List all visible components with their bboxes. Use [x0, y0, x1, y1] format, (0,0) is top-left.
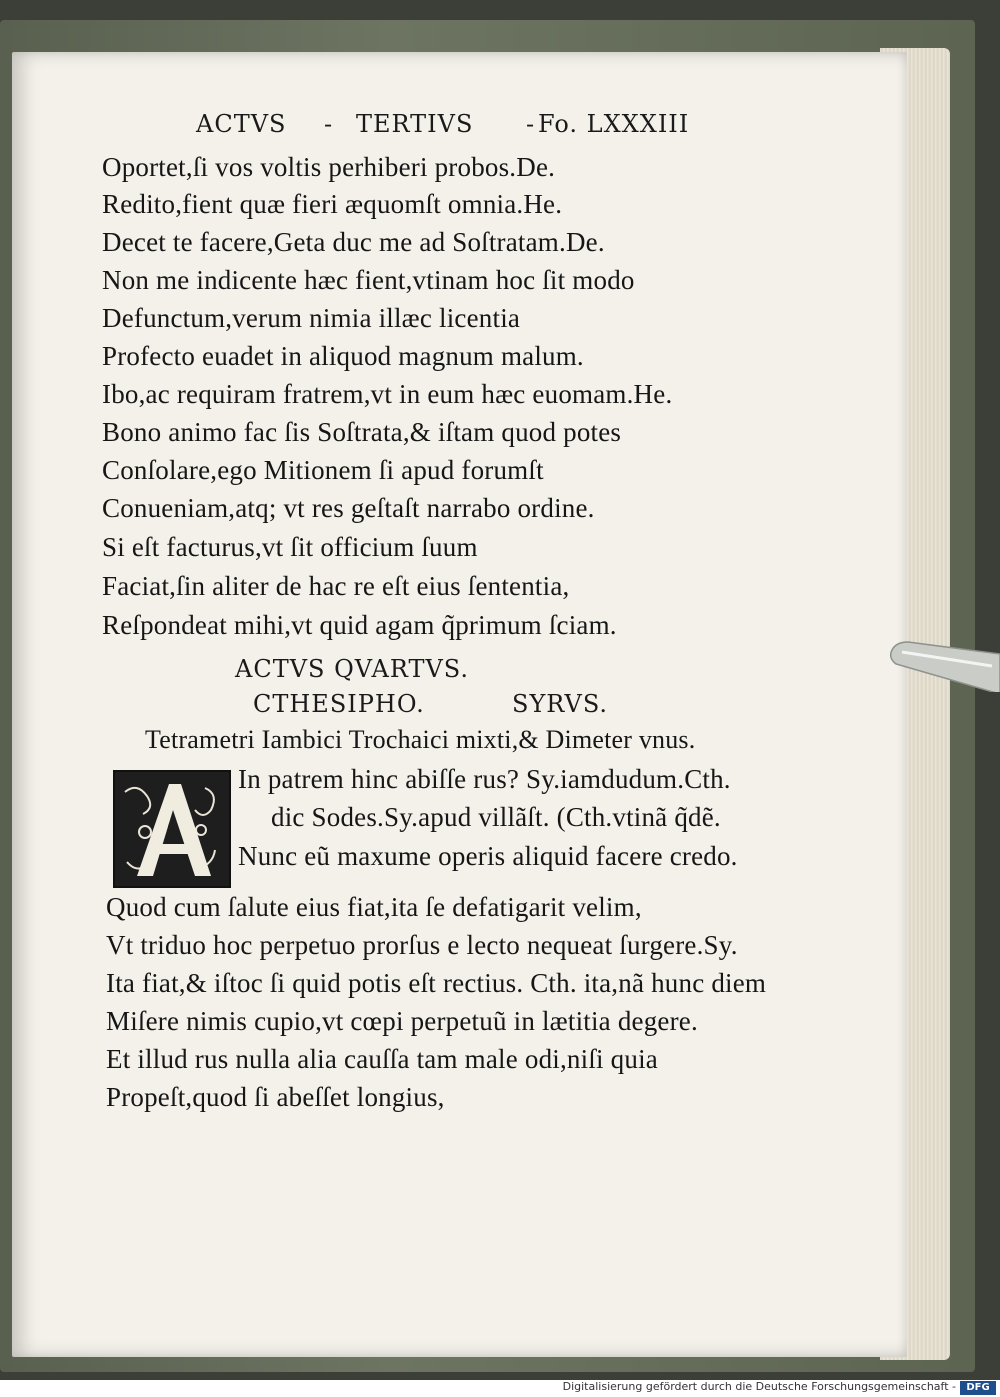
text-line: Nunc eũ maxume operis aliquid facere credo.: [238, 841, 738, 871]
text-line: Defunctum,verum nimia illæc licentia: [102, 303, 521, 333]
text-line: Et illud rus nulla alia cauſſa tam male odi,niſi quia: [106, 1044, 658, 1074]
text-line: Oportet,ſi vos voltis perhiberi probos.De.: [102, 152, 556, 182]
text-line: Decet te facere,Geta duc me ad Soſtratam.De.: [102, 227, 605, 257]
dfg-logo: DFG: [960, 1381, 996, 1395]
text-line: Conueniam,atq; vt res geſtaſt narrabo ordine.: [102, 493, 595, 523]
decorated-initial: [113, 770, 231, 888]
folio-number: Fo. LXXXIII: [538, 110, 690, 138]
character-name: SYRVS.: [512, 690, 609, 718]
meter-note: Tetrametri Iambici Trochaici mixti,& Dimeter vnus.: [145, 725, 696, 754]
initial-a-ornament: [115, 772, 229, 886]
header-tertius: TERTIVS: [356, 110, 474, 138]
pointer-icon: [888, 632, 1000, 692]
header-separator: -: [526, 110, 536, 138]
text-line: Ita fiat,& iſtoc ſi quid potis eſt rectius. Cth. ita,nã hunc diem: [106, 968, 767, 998]
header-separator: -: [324, 110, 334, 138]
text-line: Faciat,ſin aliter de hac re eſt eius ſententia,: [102, 571, 570, 601]
running-header: [196, 110, 736, 150]
act-title: ACTVS QVARTVS.: [235, 655, 470, 683]
text-line: Quod cum ſalute eius fiat,ita ſe defatigarit velim,: [106, 892, 642, 922]
text-line: dic Sodes.Sy.apud villãſt. (Cth.vtinã q̃dẽ.: [271, 802, 721, 832]
text-line: Vt triduo hoc perpetuo prorſus e lecto nequeat ſurgere.Sy.: [106, 930, 738, 960]
digitization-credit: Digitalisierung gefördert durch die Deutsche Forschungsgemeinschaft -: [562, 1380, 956, 1393]
character-name: CTHESIPHO.: [253, 690, 425, 718]
text-line: Miſere nimis cupio,vt cœpi perpetuũ in lætitia degere.: [106, 1006, 698, 1036]
text-line: Si eſt facturus,vt ſit officium ſuum: [102, 532, 478, 562]
text-line: Non me indicente hæc fient,vtinam hoc ſit modo: [102, 265, 635, 295]
text-line: Propeſt,quod ſi abeſſet longius,: [106, 1082, 445, 1112]
text-line: In patrem hinc abiſſe rus? Sy.iamdudum.Cth.: [238, 764, 731, 794]
text-line: Reſpondeat mihi,vt quid agam q̃primum ſciam.: [102, 610, 617, 640]
text-line: Ibo,ac requiram fratrem,vt in eum hæc euomam.He.: [102, 379, 673, 409]
text-line: Redito,fient quæ fieri æquomſt omnia.He.: [102, 189, 563, 219]
text-line: Bono animo fac ſis Soſtrata,& iſtam quod potes: [102, 417, 622, 447]
header-actus: ACTVS: [196, 110, 287, 138]
svg-text:A: A: [166, 826, 178, 842]
page-pointer: [888, 632, 1000, 692]
text-line: Profecto euadet in aliquod magnum malum.: [102, 341, 584, 371]
text-line: Conſolare,ego Mitionem ſi apud forumſt: [102, 455, 544, 485]
